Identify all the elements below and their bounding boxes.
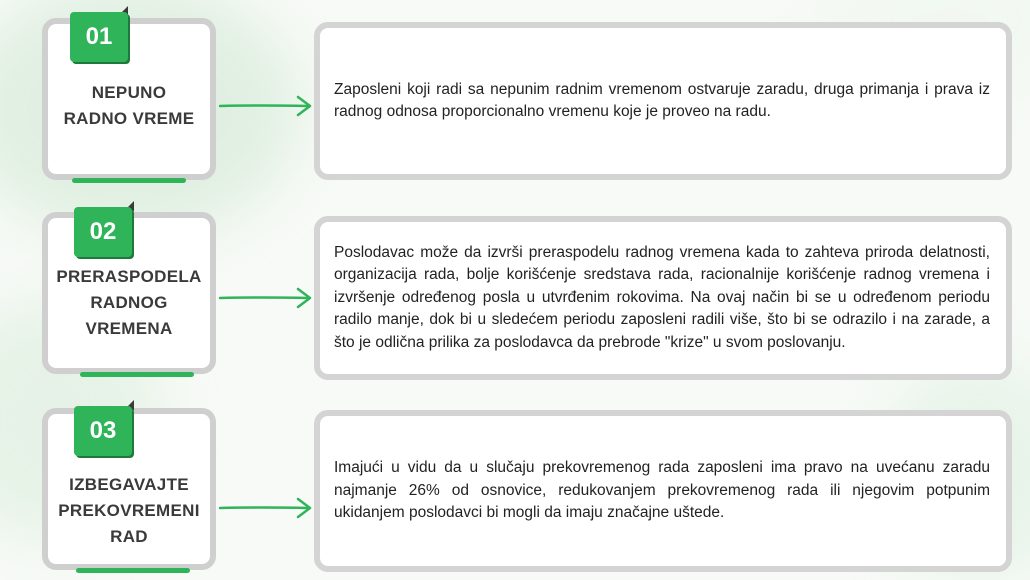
- item-2-description-card: [314, 216, 1012, 380]
- item-2-description: Poslodavac može da izvrši preraspodelu radnog vremena kada to zahteva priroda delatnosti, organizacija rada, bolje korišćenje sredstava rada, racionalnije korišćenje radnog vremena i izvršenje određenog posla u utvrđenim rokovima. Na ovaj način bi se u određenom periodu radilo manje, dok bi u sledećem periodu zaposleni radili više, što bi se odrazilo i na zarade, a što je odlična prilika za poslodavca da prebrode "krize" u svom poslovanju.: [334, 243, 990, 351]
- item-2-accent-bar: [80, 372, 194, 377]
- item-1-description-card: [314, 22, 1012, 180]
- arrow-right-icon: [218, 496, 314, 520]
- item-2-title: PRERASPODELA RADNOG VREMENA: [56, 267, 202, 338]
- item-1-title-card: [42, 18, 216, 180]
- arrow-right-icon: [218, 94, 314, 118]
- item-3-description: Imajući u vidu da u slučaju prekovremenog rada zaposleni ima pravo na uvećanu zaradu najmanje 26% od osnovice, redukovanjem prekovremenog rada ili njegovim potpunim ukidanjem poslodavci bi mogli da imaju značajne uštede.: [334, 459, 990, 522]
- item-3-description-card: [314, 410, 1012, 572]
- item-1-title: NEPUNO RADNO VREME: [63, 83, 195, 128]
- arrow-right-icon: [218, 286, 314, 310]
- item-3-number-badge: 03: [74, 406, 132, 456]
- item-1-description: Zaposleni koji radi sa nepunim radnim vremenom ostvaruje zaradu, druga primanja i prava iz radnog odnosa proporcionalno vremenu koje je proveo na radu.: [334, 80, 990, 120]
- item-2-number-badge: 02: [74, 207, 132, 257]
- item-1-number-badge: 01: [70, 12, 128, 62]
- item-3-title: IZBEGAVAJTE PREKOVREMENI RAD: [58, 475, 200, 546]
- item-3-accent-bar: [76, 568, 190, 573]
- item-1-accent-bar: [72, 178, 186, 183]
